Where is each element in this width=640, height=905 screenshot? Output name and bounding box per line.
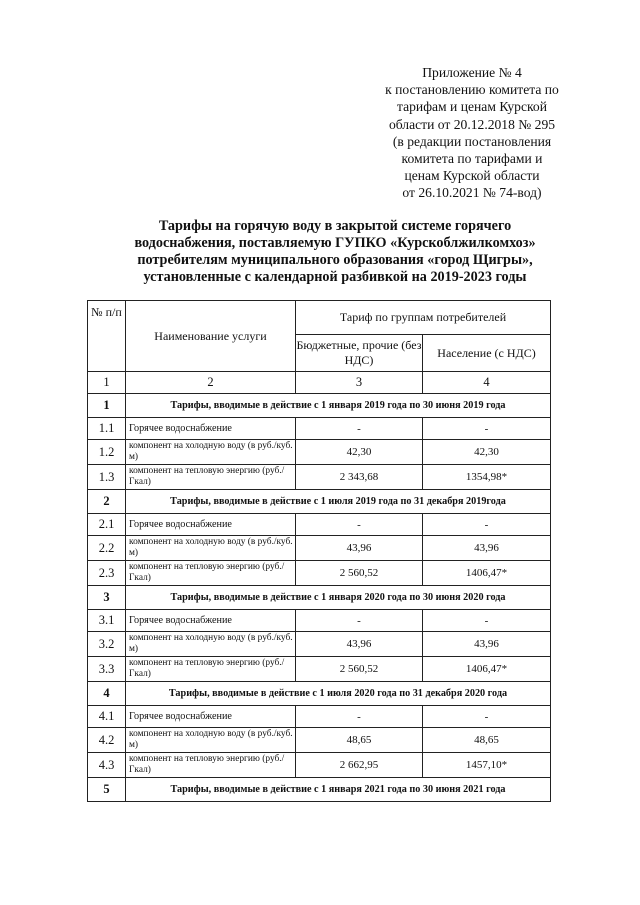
section-number: 1 (88, 394, 126, 418)
tariff-budget: - (296, 514, 423, 536)
section-title: Тарифы, вводимые в действие с 1 июля 2020 года по 31 декабря 2020 года (126, 682, 551, 706)
annex-line: комитета по тарифами и (401, 151, 543, 167)
tariff-budget: 42,30 (296, 440, 423, 465)
title-line: водоснабжения, поставляемую ГУПКО «Курскоблжилкомхоз» (134, 235, 536, 251)
section-number: 4 (88, 682, 126, 706)
section-number: 2 (88, 490, 126, 514)
section-title: Тарифы, вводимые в действие с 1 января 2019 года по 30 июня 2019 года (126, 394, 551, 418)
header-service: Наименование услуги (126, 301, 296, 372)
tariff-budget: 2 560,52 (296, 561, 423, 586)
section-title: Тарифы, вводимые в действие с 1 января 2021 года по 30 июня 2021 года (126, 778, 551, 802)
tariff-population: 43,96 (423, 632, 551, 657)
section-row (88, 586, 551, 610)
header-budget: Бюджетные, прочие (без НДС) (296, 335, 423, 372)
row-number: 2.2 (88, 536, 126, 561)
header-num: № п/п (88, 301, 126, 372)
section-row (88, 490, 551, 514)
tariff-table (87, 300, 551, 802)
row-number: 1.2 (88, 440, 126, 465)
service-name: Горячее водоснабжение (126, 610, 296, 632)
table-row (88, 514, 551, 536)
tariff-population: - (423, 610, 551, 632)
tariff-budget: - (296, 706, 423, 728)
section-row (88, 682, 551, 706)
tariff-budget: 48,65 (296, 728, 423, 753)
header-population: Население (с НДС) (423, 335, 551, 372)
table-row (88, 465, 551, 490)
service-name: компонент на тепловую энергию (руб./Гкал) (126, 465, 296, 490)
title-line: потребителям муниципального образования «город Щигры», (137, 252, 533, 268)
index-cell: 4 (423, 372, 551, 394)
tariff-population: 1406,47* (423, 657, 551, 682)
annex-line: ценам Курской области (404, 168, 540, 184)
service-name: компонент на тепловую энергию (руб./Гкал) (126, 561, 296, 586)
table-row (88, 418, 551, 440)
section-title: Тарифы, вводимые в действие с 1 января 2020 года по 30 июня 2020 года (126, 586, 551, 610)
row-number: 1.1 (88, 418, 126, 440)
tariff-population: 1406,47* (423, 561, 551, 586)
tariff-budget: 2 343,68 (296, 465, 423, 490)
annex-line: (в редакции постановления (392, 133, 552, 149)
row-number: 1.3 (88, 465, 126, 490)
table-row (88, 440, 551, 465)
service-name: компонент на холодную воду (в руб./куб. м) (126, 632, 296, 657)
row-number: 3.1 (88, 610, 126, 632)
title-line: Тарифы на горячую воду в закрытой системе горячего (158, 218, 512, 234)
table-row (88, 706, 551, 728)
section-row (88, 394, 551, 418)
index-cell: 3 (296, 372, 423, 394)
tariff-population: - (423, 514, 551, 536)
table-row (88, 561, 551, 586)
table-row (88, 728, 551, 753)
index-cell: 2 (126, 372, 296, 394)
tariff-population: 1354,98* (423, 465, 551, 490)
title-line: установленные с календарной разбивкой на 2019-2023 годы (143, 269, 527, 285)
row-number: 4.3 (88, 753, 126, 778)
annex-line: тарифам и ценам Курской (396, 99, 547, 115)
annex-line: к постановлению комитета по (385, 82, 559, 98)
tariff-budget: 43,96 (296, 536, 423, 561)
annex-block (360, 64, 584, 202)
section-number: 5 (88, 778, 126, 802)
service-name: Горячее водоснабжение (126, 418, 296, 440)
table-row (88, 632, 551, 657)
tariff-budget: 2 560,52 (296, 657, 423, 682)
section-row (88, 778, 551, 802)
row-number: 2.1 (88, 514, 126, 536)
annex-line: области от 20.12.2018 № 295 (388, 116, 556, 132)
tariff-budget: - (296, 610, 423, 632)
header-group: Тариф по группам потребителей (296, 301, 551, 335)
table-row (88, 536, 551, 561)
tariff-budget: - (296, 418, 423, 440)
tariff-population: - (423, 418, 551, 440)
annex-line: Приложение № 4 (422, 65, 522, 80)
tariff-population: - (423, 706, 551, 728)
tariff-population: 43,96 (423, 536, 551, 561)
section-number: 3 (88, 586, 126, 610)
service-name: компонент на холодную воду (в руб./куб. м) (126, 536, 296, 561)
table-row (88, 657, 551, 682)
index-cell: 1 (88, 372, 126, 394)
row-number: 3.2 (88, 632, 126, 657)
tariff-population: 42,30 (423, 440, 551, 465)
annex-line: от 26.10.2021 № 74-вод) (402, 185, 542, 201)
tariff-population: 48,65 (423, 728, 551, 753)
service-name: компонент на холодную воду (в руб./куб. м) (126, 440, 296, 465)
tariff-budget: 43,96 (296, 632, 423, 657)
service-name: компонент на тепловую энергию (руб./Гкал) (126, 753, 296, 778)
service-name: компонент на холодную воду (в руб./куб. м) (126, 728, 296, 753)
row-number: 4.1 (88, 706, 126, 728)
tariff-population: 1457,10* (423, 753, 551, 778)
row-number: 4.2 (88, 728, 126, 753)
section-title: Тарифы, вводимые в действие с 1 июля 2019 года по 31 декабря 2019года (126, 490, 551, 514)
table-row (88, 610, 551, 632)
row-number: 3.3 (88, 657, 126, 682)
document-title (80, 218, 590, 286)
service-name: компонент на тепловую энергию (руб./Гкал) (126, 657, 296, 682)
tariff-budget: 2 662,95 (296, 753, 423, 778)
service-name: Горячее водоснабжение (126, 706, 296, 728)
service-name: Горячее водоснабжение (126, 514, 296, 536)
row-number: 2.3 (88, 561, 126, 586)
table-row (88, 753, 551, 778)
